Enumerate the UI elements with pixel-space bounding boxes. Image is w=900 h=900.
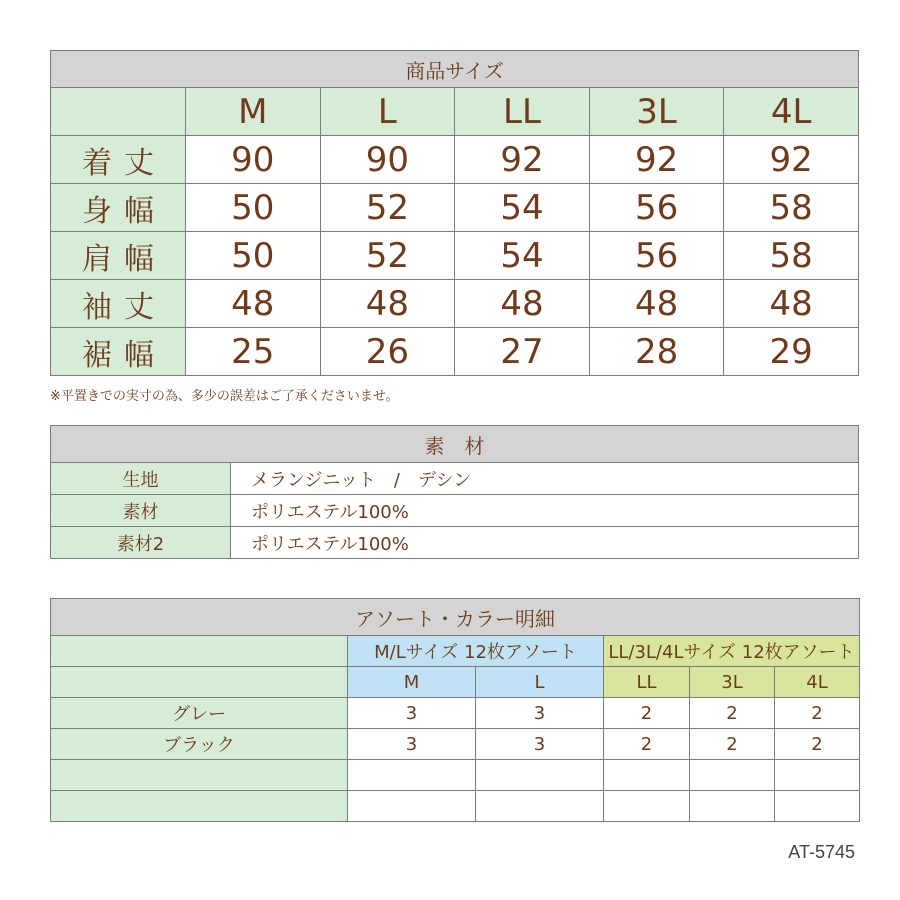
table-cell: 2	[690, 698, 775, 729]
corner-cell	[51, 636, 348, 667]
table-cell: 50	[186, 232, 321, 280]
table-cell: 48	[186, 280, 321, 328]
table-row	[51, 232, 859, 280]
row-label: 袖丈	[51, 280, 186, 328]
table-cell: 52	[320, 232, 455, 280]
table-cell: 3	[476, 698, 604, 729]
table-cell: 92	[589, 136, 724, 184]
row-label: グレー	[51, 698, 348, 729]
table-cell: 92	[724, 136, 859, 184]
table-cell: ポリエステル100%	[231, 495, 859, 527]
table-cell	[476, 791, 604, 822]
table-cell: 27	[455, 328, 590, 376]
size-corner-cell	[51, 88, 186, 136]
table-row	[51, 463, 859, 495]
table-cell: 90	[320, 136, 455, 184]
table-cell: 56	[589, 232, 724, 280]
table-cell: 3	[348, 729, 476, 760]
table-cell: 26	[320, 328, 455, 376]
table-cell: 54	[455, 184, 590, 232]
group-header-ml: M/Lサイズ 12枚アソート	[348, 636, 604, 667]
table-cell: 2	[775, 698, 860, 729]
table-cell	[690, 760, 775, 791]
table-cell: 56	[589, 184, 724, 232]
size-header-l: L	[476, 667, 604, 698]
measurement-note: ※平置きでの実寸の為、多少の誤差はご了承くださいませ。	[50, 389, 399, 404]
table-cell	[604, 791, 690, 822]
table-cell: 3	[348, 698, 476, 729]
table-cell: 2	[604, 698, 690, 729]
row-label: 身幅	[51, 184, 186, 232]
table-cell: 2	[604, 729, 690, 760]
size-header-3l: 3L	[589, 88, 724, 136]
material-table	[50, 425, 859, 559]
size-header-4l: 4L	[775, 667, 860, 698]
table-cell: 48	[589, 280, 724, 328]
table-row	[51, 136, 859, 184]
row-label: 肩幅	[51, 232, 186, 280]
table-cell: 3	[476, 729, 604, 760]
table-cell: 54	[455, 232, 590, 280]
table-cell: 48	[724, 280, 859, 328]
table-cell	[348, 760, 476, 791]
row-label: ブラック	[51, 729, 348, 760]
table-cell: 48	[320, 280, 455, 328]
assortment-table-title: アソート・カラー明細	[51, 599, 860, 636]
table-cell: 25	[186, 328, 321, 376]
table-row	[51, 495, 859, 527]
table-cell	[604, 760, 690, 791]
size-table-title: 商品サイズ	[51, 51, 859, 88]
table-cell	[476, 760, 604, 791]
table-cell: 29	[724, 328, 859, 376]
table-cell: 48	[455, 280, 590, 328]
size-header-3l: 3L	[690, 667, 775, 698]
table-row	[51, 280, 859, 328]
table-row	[51, 760, 860, 791]
table-cell: ポリエステル100%	[231, 527, 859, 559]
table-row	[51, 791, 860, 822]
row-label: 生地	[51, 463, 231, 495]
table-cell	[348, 791, 476, 822]
table-cell: メランジニット / デシン	[231, 463, 859, 495]
table-row	[51, 527, 859, 559]
table-cell: 90	[186, 136, 321, 184]
group-header-ll-4l: LL/3L/4Lサイズ 12枚アソート	[604, 636, 860, 667]
size-header-ll: LL	[604, 667, 690, 698]
table-cell: 2	[775, 729, 860, 760]
row-label: 裾幅	[51, 328, 186, 376]
table-cell: 92	[455, 136, 590, 184]
table-cell: 2	[690, 729, 775, 760]
table-cell: 52	[320, 184, 455, 232]
table-cell: 58	[724, 184, 859, 232]
row-label	[51, 791, 348, 822]
size-table	[50, 50, 859, 376]
table-cell: 28	[589, 328, 724, 376]
size-header-m: M	[348, 667, 476, 698]
table-cell	[775, 791, 860, 822]
size-header-m: M	[186, 88, 321, 136]
table-cell: 50	[186, 184, 321, 232]
table-row	[51, 698, 860, 729]
table-row	[51, 328, 859, 376]
row-label: 素材	[51, 495, 231, 527]
size-header-l: L	[320, 88, 455, 136]
row-label	[51, 760, 348, 791]
row-label: 素材2	[51, 527, 231, 559]
table-cell: 58	[724, 232, 859, 280]
table-cell	[775, 760, 860, 791]
size-header-ll: LL	[455, 88, 590, 136]
row-label: 着丈	[51, 136, 186, 184]
size-header-4l: 4L	[724, 88, 859, 136]
material-table-title: 素 材	[51, 426, 859, 463]
corner-cell	[51, 667, 348, 698]
assortment-table	[50, 598, 860, 822]
table-cell	[690, 791, 775, 822]
table-row	[51, 184, 859, 232]
table-row	[51, 729, 860, 760]
product-code: AT-5745	[788, 842, 855, 862]
